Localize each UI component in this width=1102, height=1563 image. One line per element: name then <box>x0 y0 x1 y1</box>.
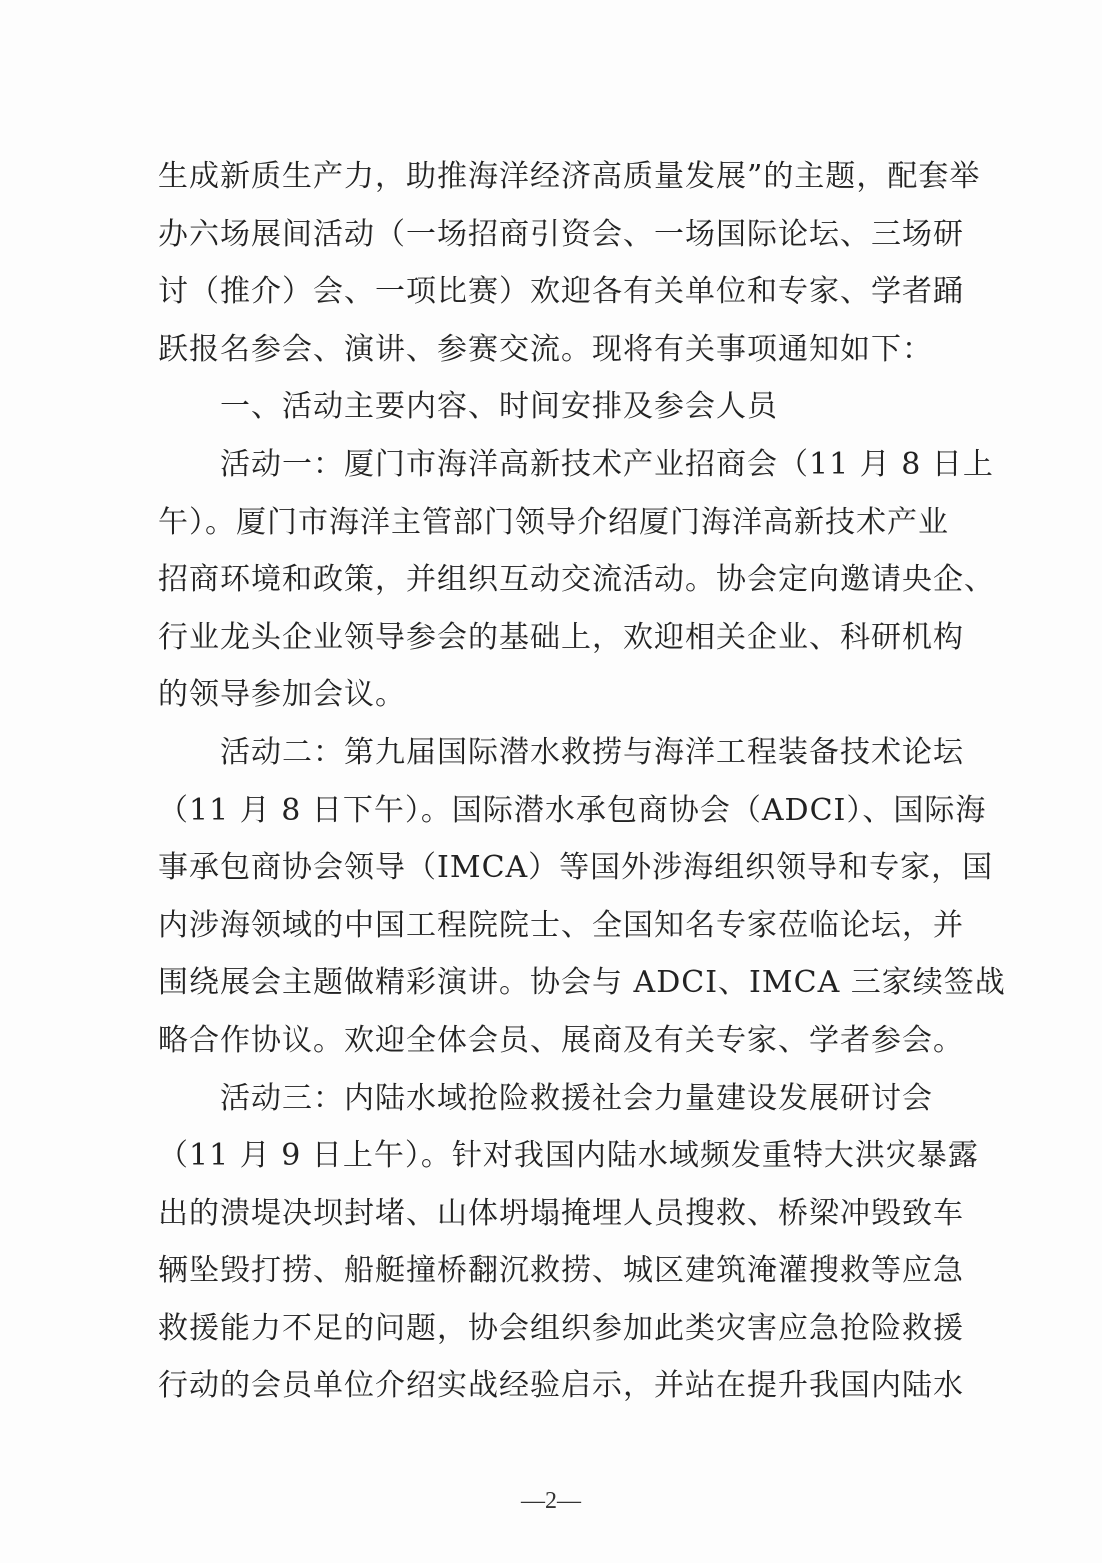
text-line: 内涉海领域的中国工程院院士、全国知名专家莅临论坛，并 <box>158 907 964 943</box>
text-line: 午）。厦门市海洋主管部门领导介绍厦门海洋高新技术产业 <box>158 504 949 540</box>
text-line: 办六场展间活动（一场招商引资会、一场国际论坛、三场研 <box>158 216 964 252</box>
text-line: 跃报名参会、演讲、参赛交流。现将有关事项通知如下： <box>158 331 933 367</box>
text-line: 事承包商协会领导（IMCA）等国外涉海组织领导和专家，国 <box>158 850 994 886</box>
text-line: 行业龙头企业领导参会的基础上，欢迎相关企业、科研机构 <box>158 619 964 655</box>
text-line: 行动的会员单位介绍实战经验启示，并站在提升我国内陆水 <box>158 1368 964 1404</box>
text-line: 救援能力不足的问题，协会组织参加此类灾害应急抢险救援 <box>158 1310 964 1346</box>
text-line: 活动二：第九届国际潜水救捞与海洋工程装备技术论坛 <box>158 734 964 770</box>
text-line: 生成新质生产力，助推海洋经济高质量发展”的主题，配套举 <box>158 159 981 194</box>
text-line: 略合作协议。欢迎全体会员、展商及有关专家、学者参会。 <box>158 1022 964 1058</box>
text-line: 出的溃堤决坝封堵、山体坍塌掩埋人员搜救、桥梁冲毁致车 <box>158 1195 964 1231</box>
text-line: 围绕展会主题做精彩演讲。协会与 ADCI、IMCA 三家续签战 <box>158 965 1006 1001</box>
text-line: 活动一：厦门市海洋高新技术产业招商会（11 月 8 日上 <box>158 446 994 482</box>
body-text <box>158 148 1006 1415</box>
text-line: （11 月 8 日下午）。国际潜水承包商协会（ADCI）、国际海 <box>158 792 987 828</box>
text-line: 辆坠毁打捞、船艇撞桥翻沉救捞、城区建筑淹灌搜救等应急 <box>158 1253 964 1289</box>
text-line: 招商环境和政策，并组织互动交流活动。协会定向邀请央企、 <box>158 562 995 598</box>
section-heading: 一、活动主要内容、时间安排及参会人员 <box>158 389 778 425</box>
text-line: （11 月 9 日上午）。针对我国内陆水域频发重特大洪灾暴露 <box>158 1138 979 1174</box>
page-number: —2— <box>521 1488 581 1514</box>
text-line: 活动三：内陆水域抢险救援社会力量建设发展研讨会 <box>158 1080 933 1116</box>
text-line: 讨（推介）会、一项比赛）欢迎各有关单位和专家、学者踊 <box>158 274 964 310</box>
text-line: 的领导参加会议。 <box>158 677 406 713</box>
